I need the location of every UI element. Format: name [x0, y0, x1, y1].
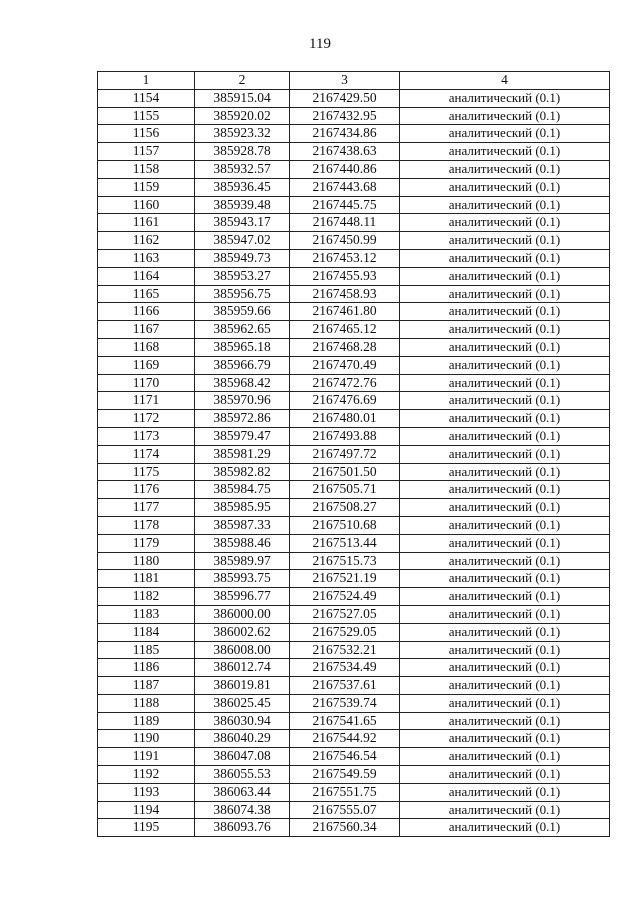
cell-col-4: аналитический (0.1) [400, 107, 610, 125]
table-row [98, 160, 610, 178]
cell-col-1: 1184 [98, 623, 195, 641]
cell-col-4: аналитический (0.1) [400, 214, 610, 232]
table-row [98, 748, 610, 766]
table-row [98, 623, 610, 641]
cell-col-4: аналитический (0.1) [400, 285, 610, 303]
header-col-2: 2 [195, 72, 290, 90]
cell-col-2: 385965.18 [195, 338, 290, 356]
cell-col-2: 385947.02 [195, 232, 290, 250]
table-row [98, 730, 610, 748]
cell-col-3: 2167480.01 [290, 410, 400, 428]
table-row [98, 534, 610, 552]
cell-col-4: аналитический (0.1) [400, 160, 610, 178]
cell-col-4: аналитический (0.1) [400, 374, 610, 392]
cell-col-2: 385928.78 [195, 143, 290, 161]
cell-col-4: аналитический (0.1) [400, 338, 610, 356]
cell-col-4: аналитический (0.1) [400, 588, 610, 606]
cell-col-3: 2167493.88 [290, 427, 400, 445]
cell-col-2: 386093.76 [195, 819, 290, 837]
table-row [98, 89, 610, 107]
cell-col-2: 385953.27 [195, 267, 290, 285]
cell-col-1: 1160 [98, 196, 195, 214]
cell-col-4: аналитический (0.1) [400, 641, 610, 659]
cell-col-3: 2167508.27 [290, 499, 400, 517]
table-row [98, 819, 610, 837]
cell-col-2: 386047.08 [195, 748, 290, 766]
table-row [98, 712, 610, 730]
cell-col-4: аналитический (0.1) [400, 605, 610, 623]
cell-col-3: 2167534.49 [290, 659, 400, 677]
cell-col-3: 2167497.72 [290, 445, 400, 463]
cell-col-2: 385915.04 [195, 89, 290, 107]
cell-col-1: 1177 [98, 499, 195, 517]
cell-col-2: 386008.00 [195, 641, 290, 659]
cell-col-1: 1180 [98, 552, 195, 570]
cell-col-4: аналитический (0.1) [400, 89, 610, 107]
cell-col-4: аналитический (0.1) [400, 730, 610, 748]
cell-col-3: 2167532.21 [290, 641, 400, 659]
cell-col-1: 1172 [98, 410, 195, 428]
cell-col-4: аналитический (0.1) [400, 232, 610, 250]
cell-col-3: 2167465.12 [290, 321, 400, 339]
cell-col-1: 1193 [98, 783, 195, 801]
cell-col-1: 1154 [98, 89, 195, 107]
table-row [98, 588, 610, 606]
cell-col-1: 1190 [98, 730, 195, 748]
cell-col-2: 385956.75 [195, 285, 290, 303]
cell-col-1: 1175 [98, 463, 195, 481]
table-row [98, 143, 610, 161]
cell-col-2: 385989.97 [195, 552, 290, 570]
cell-col-4: аналитический (0.1) [400, 463, 610, 481]
table-row [98, 499, 610, 517]
cell-col-2: 385920.02 [195, 107, 290, 125]
header-col-3: 3 [290, 72, 400, 90]
cell-col-3: 2167529.05 [290, 623, 400, 641]
cell-col-2: 386002.62 [195, 623, 290, 641]
cell-col-1: 1161 [98, 214, 195, 232]
cell-col-3: 2167461.80 [290, 303, 400, 321]
cell-col-1: 1162 [98, 232, 195, 250]
cell-col-1: 1155 [98, 107, 195, 125]
table-row [98, 356, 610, 374]
cell-col-1: 1192 [98, 766, 195, 784]
table-row [98, 481, 610, 499]
cell-col-4: аналитический (0.1) [400, 801, 610, 819]
cell-col-1: 1163 [98, 249, 195, 267]
cell-col-4: аналитический (0.1) [400, 623, 610, 641]
cell-col-2: 385984.75 [195, 481, 290, 499]
cell-col-2: 385988.46 [195, 534, 290, 552]
cell-col-3: 2167438.63 [290, 143, 400, 161]
cell-col-1: 1187 [98, 677, 195, 695]
cell-col-1: 1186 [98, 659, 195, 677]
table-row [98, 605, 610, 623]
table-row [98, 677, 610, 695]
cell-col-4: аналитический (0.1) [400, 125, 610, 143]
table-row [98, 410, 610, 428]
cell-col-3: 2167555.07 [290, 801, 400, 819]
cell-col-4: аналитический (0.1) [400, 748, 610, 766]
cell-col-3: 2167515.73 [290, 552, 400, 570]
table-row [98, 321, 610, 339]
cell-col-3: 2167551.75 [290, 783, 400, 801]
table-row [98, 516, 610, 534]
cell-col-3: 2167472.76 [290, 374, 400, 392]
cell-col-1: 1182 [98, 588, 195, 606]
cell-col-4: аналитический (0.1) [400, 481, 610, 499]
table-row [98, 694, 610, 712]
table-row [98, 338, 610, 356]
cell-col-1: 1181 [98, 570, 195, 588]
cell-col-2: 385966.79 [195, 356, 290, 374]
cell-col-4: аналитический (0.1) [400, 392, 610, 410]
cell-col-3: 2167539.74 [290, 694, 400, 712]
cell-col-1: 1170 [98, 374, 195, 392]
cell-col-2: 386074.38 [195, 801, 290, 819]
cell-col-2: 385985.95 [195, 499, 290, 517]
cell-col-2: 385993.75 [195, 570, 290, 588]
cell-col-1: 1183 [98, 605, 195, 623]
table-row [98, 641, 610, 659]
cell-col-2: 386030.94 [195, 712, 290, 730]
cell-col-3: 2167541.65 [290, 712, 400, 730]
table-row [98, 463, 610, 481]
table-row [98, 303, 610, 321]
cell-col-4: аналитический (0.1) [400, 143, 610, 161]
cell-col-3: 2167455.93 [290, 267, 400, 285]
cell-col-3: 2167434.86 [290, 125, 400, 143]
table-row [98, 392, 610, 410]
cell-col-4: аналитический (0.1) [400, 659, 610, 677]
cell-col-1: 1189 [98, 712, 195, 730]
table-header-row [98, 72, 610, 90]
cell-col-3: 2167560.34 [290, 819, 400, 837]
cell-col-4: аналитический (0.1) [400, 819, 610, 837]
cell-col-1: 1191 [98, 748, 195, 766]
table-row [98, 285, 610, 303]
table-row [98, 766, 610, 784]
coordinates-table [97, 71, 610, 837]
cell-col-1: 1159 [98, 178, 195, 196]
cell-col-1: 1194 [98, 801, 195, 819]
cell-col-2: 385936.45 [195, 178, 290, 196]
cell-col-2: 385981.29 [195, 445, 290, 463]
cell-col-2: 386012.74 [195, 659, 290, 677]
cell-col-3: 2167429.50 [290, 89, 400, 107]
table-row [98, 249, 610, 267]
table-row [98, 267, 610, 285]
cell-col-3: 2167544.92 [290, 730, 400, 748]
table-row [98, 214, 610, 232]
cell-col-2: 386025.45 [195, 694, 290, 712]
cell-col-2: 385968.42 [195, 374, 290, 392]
cell-col-3: 2167432.95 [290, 107, 400, 125]
cell-col-1: 1158 [98, 160, 195, 178]
cell-col-2: 386019.81 [195, 677, 290, 695]
cell-col-1: 1166 [98, 303, 195, 321]
cell-col-2: 385987.33 [195, 516, 290, 534]
cell-col-2: 385982.82 [195, 463, 290, 481]
cell-col-3: 2167440.86 [290, 160, 400, 178]
cell-col-1: 1195 [98, 819, 195, 837]
cell-col-3: 2167476.69 [290, 392, 400, 410]
table-row [98, 125, 610, 143]
cell-col-2: 385959.66 [195, 303, 290, 321]
table-row [98, 552, 610, 570]
cell-col-3: 2167505.71 [290, 481, 400, 499]
cell-col-3: 2167537.61 [290, 677, 400, 695]
cell-col-4: аналитический (0.1) [400, 534, 610, 552]
cell-col-2: 385970.96 [195, 392, 290, 410]
cell-col-1: 1168 [98, 338, 195, 356]
page-number: 119 [309, 36, 331, 52]
header-col-4: 4 [400, 72, 610, 90]
table-row [98, 659, 610, 677]
cell-col-4: аналитический (0.1) [400, 570, 610, 588]
cell-col-4: аналитический (0.1) [400, 516, 610, 534]
cell-col-3: 2167501.50 [290, 463, 400, 481]
header-col-1: 1 [98, 72, 195, 90]
cell-col-3: 2167510.68 [290, 516, 400, 534]
table-row [98, 445, 610, 463]
cell-col-3: 2167450.99 [290, 232, 400, 250]
cell-col-3: 2167524.49 [290, 588, 400, 606]
cell-col-2: 386063.44 [195, 783, 290, 801]
cell-col-4: аналитический (0.1) [400, 303, 610, 321]
cell-col-1: 1165 [98, 285, 195, 303]
cell-col-3: 2167513.44 [290, 534, 400, 552]
cell-col-1: 1156 [98, 125, 195, 143]
cell-col-4: аналитический (0.1) [400, 178, 610, 196]
cell-col-2: 386040.29 [195, 730, 290, 748]
cell-col-3: 2167458.93 [290, 285, 400, 303]
cell-col-2: 386000.00 [195, 605, 290, 623]
table-row [98, 196, 610, 214]
cell-col-3: 2167527.05 [290, 605, 400, 623]
cell-col-4: аналитический (0.1) [400, 356, 610, 374]
cell-col-2: 385962.65 [195, 321, 290, 339]
cell-col-4: аналитический (0.1) [400, 783, 610, 801]
cell-col-4: аналитический (0.1) [400, 427, 610, 445]
cell-col-3: 2167468.28 [290, 338, 400, 356]
cell-col-1: 1169 [98, 356, 195, 374]
cell-col-2: 385972.86 [195, 410, 290, 428]
cell-col-3: 2167443.68 [290, 178, 400, 196]
cell-col-4: аналитический (0.1) [400, 445, 610, 463]
cell-col-1: 1173 [98, 427, 195, 445]
cell-col-1: 1179 [98, 534, 195, 552]
cell-col-4: аналитический (0.1) [400, 499, 610, 517]
cell-col-4: аналитический (0.1) [400, 552, 610, 570]
table-row [98, 232, 610, 250]
cell-col-4: аналитический (0.1) [400, 321, 610, 339]
cell-col-2: 385979.47 [195, 427, 290, 445]
table-row [98, 107, 610, 125]
cell-col-3: 2167546.54 [290, 748, 400, 766]
cell-col-3: 2167453.12 [290, 249, 400, 267]
table-row [98, 427, 610, 445]
cell-col-4: аналитический (0.1) [400, 712, 610, 730]
cell-col-2: 385996.77 [195, 588, 290, 606]
table-row [98, 783, 610, 801]
cell-col-4: аналитический (0.1) [400, 196, 610, 214]
cell-col-4: аналитический (0.1) [400, 677, 610, 695]
cell-col-2: 385949.73 [195, 249, 290, 267]
table-row [98, 178, 610, 196]
cell-col-1: 1188 [98, 694, 195, 712]
cell-col-1: 1157 [98, 143, 195, 161]
cell-col-1: 1178 [98, 516, 195, 534]
table-row [98, 801, 610, 819]
cell-col-4: аналитический (0.1) [400, 249, 610, 267]
cell-col-2: 385943.17 [195, 214, 290, 232]
cell-col-1: 1185 [98, 641, 195, 659]
cell-col-1: 1164 [98, 267, 195, 285]
cell-col-1: 1171 [98, 392, 195, 410]
cell-col-2: 385932.57 [195, 160, 290, 178]
cell-col-2: 385923.32 [195, 125, 290, 143]
cell-col-2: 386055.53 [195, 766, 290, 784]
cell-col-4: аналитический (0.1) [400, 410, 610, 428]
cell-col-3: 2167521.19 [290, 570, 400, 588]
cell-col-1: 1174 [98, 445, 195, 463]
cell-col-4: аналитический (0.1) [400, 267, 610, 285]
table-row [98, 570, 610, 588]
cell-col-3: 2167448.11 [290, 214, 400, 232]
cell-col-3: 2167549.59 [290, 766, 400, 784]
cell-col-2: 385939.48 [195, 196, 290, 214]
table-row [98, 374, 610, 392]
cell-col-1: 1176 [98, 481, 195, 499]
cell-col-3: 2167445.75 [290, 196, 400, 214]
cell-col-4: аналитический (0.1) [400, 766, 610, 784]
cell-col-1: 1167 [98, 321, 195, 339]
cell-col-4: аналитический (0.1) [400, 694, 610, 712]
cell-col-3: 2167470.49 [290, 356, 400, 374]
